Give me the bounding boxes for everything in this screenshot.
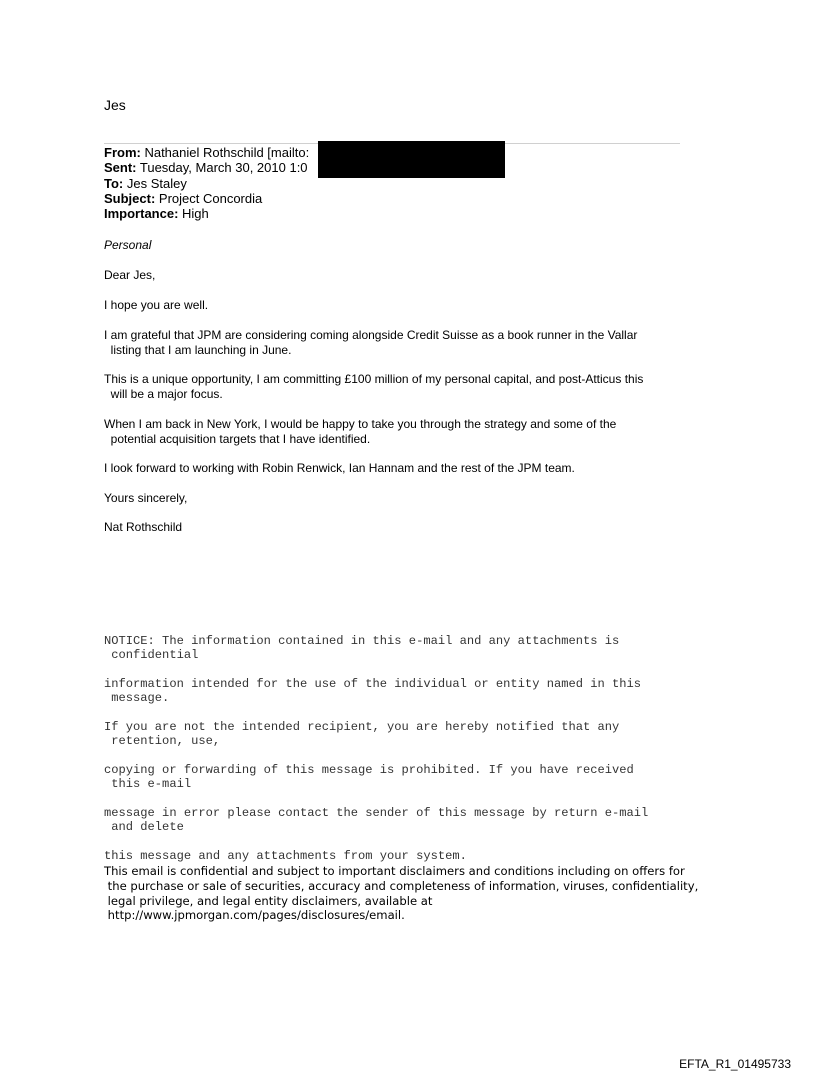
- email-header-block: [104, 145, 309, 221]
- sent-row: [104, 160, 309, 175]
- from-row: [104, 145, 309, 160]
- importance-row: [104, 206, 309, 221]
- importance-value: High: [178, 206, 209, 222]
- sent-value: Tuesday, March 30, 2010 1:0: [136, 160, 308, 176]
- to-row: [104, 176, 309, 191]
- to-label: To:: [104, 175, 124, 191]
- importance-label: Importance:: [104, 206, 179, 222]
- body-paragraph-1: I hope you are well.: [104, 298, 209, 312]
- subject-label: Subject:: [104, 190, 156, 206]
- jpm-disclaimer: This email is confidential and subject to important disclaimers and conditions including on offers for the purchase or sale of securities, accuracy and completeness of information, viruses, confidentiality, legal privilege, and legal entity disclaimers, available at http://www.jpmorgan.com/pages/disclosures/email.: [104, 864, 699, 923]
- from-value: Nathaniel Rothschild [mailto:: [140, 145, 310, 160]
- subject-value: Project Concordia: [155, 190, 263, 206]
- from-label: From:: [104, 145, 141, 160]
- notice-line-6: this message and any attachments from your system.: [104, 849, 467, 863]
- greeting: Dear Jes,: [104, 268, 156, 282]
- body-paragraph-4: When I am back in New York, I would be happy to take you through the strategy and some of the potential acquisition targets that I have identified.: [104, 417, 617, 446]
- notice-line-1: NOTICE: The information contained in this e-mail and any attachments is confidential: [104, 634, 620, 663]
- signature: Nat Rothschild: [104, 520, 183, 534]
- sent-label: Sent:: [104, 160, 137, 176]
- notice-line-3: If you are not the intended recipient, you are hereby notified that any retention, use,: [104, 720, 620, 749]
- notice-line-5: message in error please contact the sender of this message by return e-mail and delete: [104, 806, 649, 835]
- body-paragraph-2: I am grateful that JPM are considering coming alongside Credit Suisse as a book runner in the Vallar listing that I am launching in June.: [104, 328, 638, 357]
- redaction-box: [318, 141, 505, 178]
- document-id: EFTA_R1_01495733: [679, 1057, 791, 1071]
- body-paragraph-5: I look forward to working with Robin Renwick, Ian Hannam and the rest of the JPM team.: [104, 461, 575, 475]
- notice-line-2: information intended for the use of the individual or entity named in this message.: [104, 677, 642, 706]
- notice-line-4: copying or forwarding of this message is prohibited. If you have received this e-mail: [104, 763, 634, 792]
- to-value: Jes Staley: [123, 175, 187, 191]
- classification-label: Personal: [104, 238, 152, 252]
- body-paragraph-3: This is a unique opportunity, I am committing £100 million of my personal capital, and post-Atticus this will be a major focus.: [104, 372, 644, 401]
- closing: Yours sincerely,: [104, 491, 188, 505]
- subject-row: [104, 191, 309, 206]
- salutation-line: Jes: [104, 97, 126, 113]
